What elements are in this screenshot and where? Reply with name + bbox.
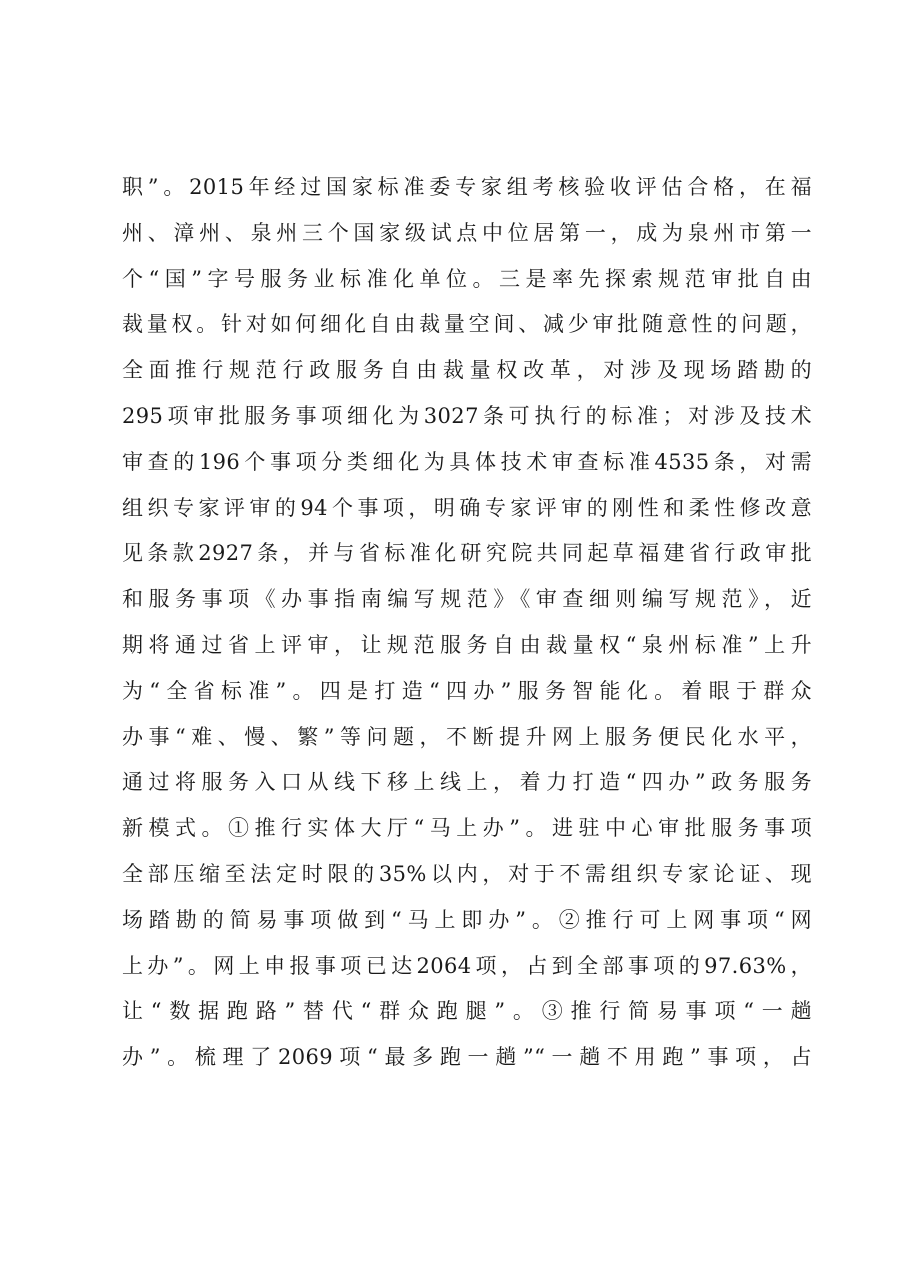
text-line: 让“数据跑路”替代“群众跑腿”。③推行简易事项“一趟 (122, 999, 812, 1024)
text-line: 办事“难、慢、繁”等问题，不断提升网上服务便民化水平， (122, 724, 812, 749)
text-line: 个“国”字号服务业标准化单位。三是率先探索规范审批自由 (122, 266, 812, 291)
text-line: 办”。梳理了2069项“最多跑一趟”“一趟不用跑”事项，占 (122, 1045, 812, 1070)
text-line: 职”。2015年经过国家标准委专家组考核验收评估合格，在福 (122, 175, 812, 199)
text-line: 通过将服务入口从线下移上线上，着力打造“四办”政务服务 (122, 770, 812, 795)
text-line: 全部压缩至法定时限的35%以内，对于不需组织专家论证、现 (122, 861, 812, 886)
text-line: 见条款2927条，并与省标准化研究院共同起草福建省行政审批 (122, 541, 812, 566)
text-line: 组织专家评审的94个事项，明确专家评审的刚性和柔性修改意 (122, 495, 812, 520)
body-paragraph (122, 165, 812, 1081)
text-line: 场踏勘的简易事项做到“马上即办”。②推行可上网事项“网 (122, 907, 812, 932)
text-line: 上办”。网上申报事项已达2064项，占到全部事项的97.63%， (122, 953, 812, 978)
text-line: 295项审批服务事项细化为3027条可执行的标准；对涉及技术 (122, 403, 812, 428)
text-line: 审查的196个事项分类细化为具体技术审查标准4535条，对需 (122, 449, 812, 474)
text-line: 期将通过省上评审，让规范服务自由裁量权“泉州标准”上升 (122, 632, 812, 657)
text-line: 和服务事项《办事指南编写规范》《审查细则编写规范》，近 (122, 587, 812, 612)
text-line: 裁量权。针对如何细化自由裁量空间、减少审批随意性的问题， (122, 312, 812, 337)
text-line: 州、漳州、泉州三个国家级试点中位居第一，成为泉州市第一 (122, 220, 812, 245)
text-line: 为“全省标准”。四是打造“四办”服务智能化。着眼于群众 (122, 678, 812, 703)
text-line: 全面推行规范行政服务自由裁量权改革，对涉及现场踏勘的 (122, 358, 812, 383)
text-line: 新模式。①推行实体大厅“马上办”。进驻中心审批服务事项 (122, 816, 812, 841)
